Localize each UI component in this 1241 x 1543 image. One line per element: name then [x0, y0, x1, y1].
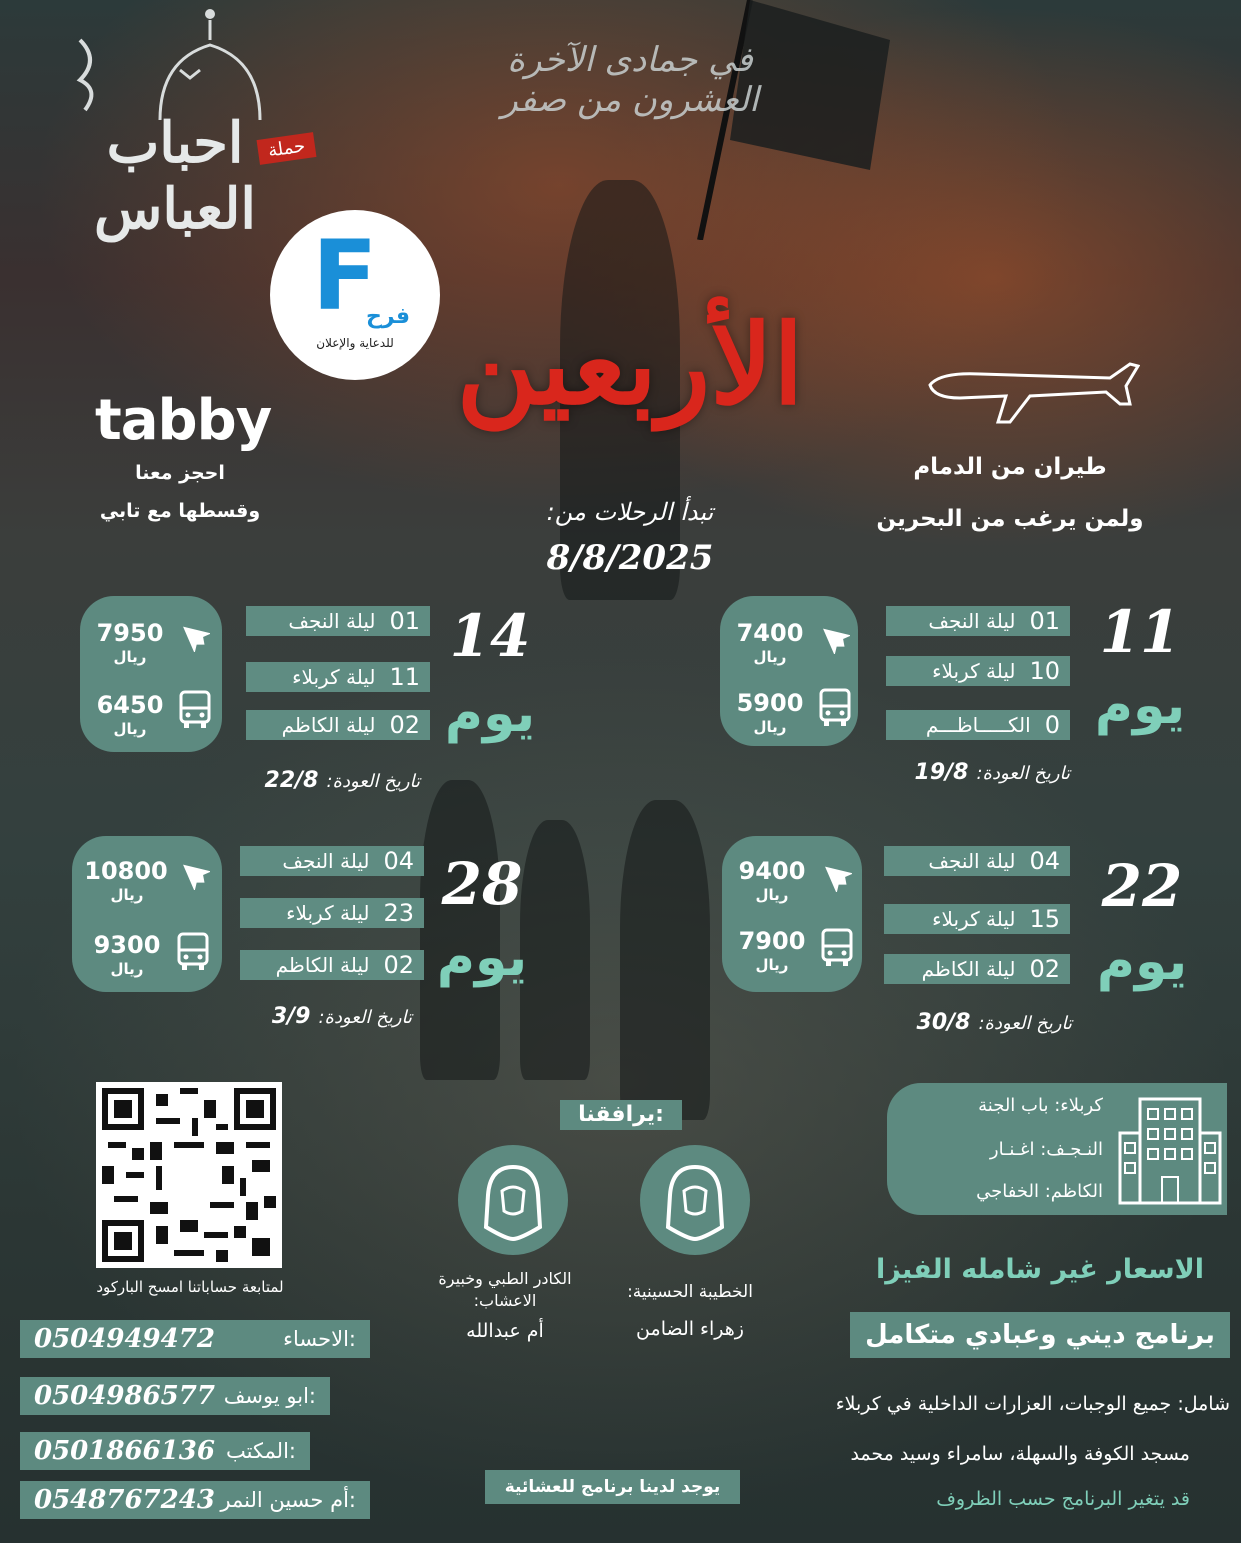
hotels-box: [887, 1083, 1227, 1215]
woman-hijab-icon: [640, 1145, 750, 1255]
contact-label: الاحساء:: [283, 1327, 356, 1351]
return-date: [210, 768, 420, 793]
program-banner: برنامج ديني وعبادي متكامل: [850, 1312, 1230, 1358]
companion-name: زهراء الضامن: [636, 1318, 744, 1340]
bus-icon: [176, 932, 210, 972]
companions-title: يرافقنا:: [560, 1100, 682, 1130]
bus-icon: [818, 688, 852, 728]
return-label: تاريخ العودة:: [976, 763, 1070, 784]
nights-count: 15: [1029, 905, 1060, 933]
woman-hijab-icon: [458, 1145, 568, 1255]
package-card: [722, 836, 1192, 1046]
currency-label: ريال: [753, 648, 787, 666]
contact-phone: 0504986577: [34, 1381, 215, 1411]
nights-row: [884, 954, 1070, 984]
nights-label: ليلة كربلاء: [932, 659, 1016, 683]
return-value: 3/9: [271, 1004, 311, 1029]
nights-label: ليلة كربلاء: [932, 907, 1016, 931]
includes-line2: مسجد الكوفة والسهلة، سامراء وسيد محمد: [850, 1443, 1190, 1465]
currency-label: ريال: [755, 956, 789, 974]
contact-label: المكتب:: [225, 1439, 296, 1463]
package-day-word: يوم: [1094, 676, 1186, 736]
nights-row: [886, 606, 1070, 636]
flight-line2: ولمن يرغب من البحرين: [876, 506, 1144, 532]
nights-count: 10: [1029, 657, 1060, 685]
tabby-logo: tabby: [95, 388, 272, 453]
qr-caption: لمتابعة حساباتنا امسح الباركود: [96, 1278, 284, 1296]
plane-price: 7950: [96, 619, 164, 647]
package-card: [80, 596, 540, 796]
package-day-word: يوم: [436, 928, 528, 988]
nights-count: 02: [383, 951, 414, 979]
nights-count: 23: [383, 899, 414, 927]
nights-count: 04: [383, 847, 414, 875]
nights-label: الكـــــاظـــم: [925, 713, 1031, 737]
nights-label: ليلة الكاظم: [275, 953, 370, 977]
nights-row: [246, 662, 430, 692]
plane-price: 7400: [736, 619, 804, 647]
top-calligraphy: في جمادى الآخرة العشرون من صفر: [501, 40, 759, 120]
avatar: [640, 1145, 750, 1255]
contact-phone: 0548767243: [34, 1485, 215, 1515]
hotel-city: الكاظم:: [1044, 1181, 1103, 1202]
nights-row: [240, 846, 424, 876]
return-label: تاريخ العودة:: [978, 1013, 1072, 1034]
price-panel: [722, 836, 862, 992]
nights-count: 11: [389, 663, 420, 691]
currency-label: ريال: [110, 886, 144, 904]
nights-row: [246, 606, 430, 636]
hotel-city: النـجـف:: [1040, 1139, 1103, 1160]
qr-pattern-icon: [102, 1088, 276, 1262]
tabby-line1: احجز معنا: [135, 462, 225, 484]
campaign-name: احباب العباس: [94, 110, 256, 242]
contact-row[interactable]: [20, 1481, 370, 1519]
return-label: تاريخ العودة:: [326, 771, 420, 792]
avatar: [458, 1145, 568, 1255]
start-label: تبدأ الرحلات من:: [546, 498, 714, 526]
companion-name: أم عبدالله: [466, 1320, 544, 1342]
sponsor-logo-letter: F: [312, 220, 378, 332]
nights-label: ليلة النجف: [928, 849, 1016, 873]
sponsor-logo-tagline: للدعاية والإعلان: [316, 336, 394, 350]
nights-count: 02: [1029, 955, 1060, 983]
sponsor-logo: [270, 210, 440, 380]
bus-price: 6450: [96, 691, 164, 719]
flight-line1: طيران من الدمام: [913, 454, 1107, 480]
start-date: 8/8/2025: [546, 538, 714, 578]
return-value: 19/8: [914, 760, 969, 785]
package-card: [72, 836, 542, 1036]
tabby-line2: وقسطها مع تابي: [99, 500, 261, 522]
visa-note: الاسعار غير شامله الفيزا: [876, 1254, 1204, 1285]
nights-row: [884, 904, 1070, 934]
plane-icon: [818, 858, 852, 892]
bus-icon: [178, 690, 212, 730]
nights-row: [884, 846, 1070, 876]
nights-label: ليلة النجف: [928, 609, 1016, 633]
plane-icon: [176, 856, 210, 890]
hotel-building-icon: [1115, 1093, 1225, 1208]
contact-label: ابو يوسف:: [223, 1384, 316, 1408]
evening-program: يوجد لدينا برنامج للعشائية: [485, 1470, 740, 1504]
nights-label: ليلة النجف: [282, 849, 370, 873]
package-card: [720, 596, 1190, 796]
nights-row: [886, 710, 1070, 740]
nights-count: 04: [1029, 847, 1060, 875]
plane-price: 9400: [738, 857, 806, 885]
return-value: 22/8: [264, 768, 319, 793]
nights-row: [240, 898, 424, 928]
bus-price: 5900: [736, 689, 804, 717]
package-days: 22: [1101, 852, 1183, 920]
price-panel: [80, 596, 222, 752]
hotel-name: الخفاجي: [976, 1181, 1039, 1202]
nights-label: ليلة النجف: [288, 609, 376, 633]
package-day-word: يوم: [1096, 932, 1188, 992]
hotel-name: باب الجنة: [978, 1095, 1049, 1116]
contact-phone: 0504949472: [34, 1324, 215, 1354]
contact-row[interactable]: [20, 1320, 370, 1358]
plane-icon: [176, 618, 210, 652]
price-panel: [720, 596, 858, 746]
package-days: 11: [1099, 598, 1181, 666]
nights-count: 0: [1044, 711, 1060, 739]
plane-icon: [816, 620, 850, 654]
flag-icon: [690, 0, 910, 240]
currency-label: ريال: [110, 960, 144, 978]
includes-line1: شامل: جميع الوجبات، العزارات الداخلية في كربلاء: [835, 1393, 1230, 1415]
package-day-word: يوم: [444, 684, 536, 744]
hotel-name: اغـنـار: [989, 1139, 1035, 1160]
nights-count: 01: [1029, 607, 1060, 635]
airplane-icon: [920, 360, 1140, 430]
price-panel: [72, 836, 222, 992]
nights-label: ليلة الكاظم: [281, 713, 376, 737]
nights-label: ليلة كربلاء: [286, 901, 370, 925]
campaign-prefix-badge: حملة: [257, 132, 317, 165]
contact-label: أم حسين النمر:: [220, 1488, 356, 1512]
currency-label: ريال: [753, 718, 787, 736]
currency-label: ريال: [113, 720, 147, 738]
package-days: 28: [441, 850, 523, 918]
nights-count: 02: [389, 711, 420, 739]
bus-icon: [820, 928, 854, 968]
return-date: [202, 1004, 412, 1029]
nights-count: 01: [389, 607, 420, 635]
return-label: تاريخ العودة:: [318, 1007, 412, 1028]
crowd-silhouette: [620, 800, 710, 1120]
sponsor-logo-name: فرح: [366, 304, 410, 329]
companion-role: الخطيبة الحسينية:: [627, 1282, 753, 1302]
return-date: [862, 1010, 1072, 1035]
bus-price: 7900: [738, 927, 806, 955]
main-title: الأربعين: [456, 300, 804, 429]
bus-price: 9300: [93, 931, 161, 959]
hotel-row: [903, 1139, 1103, 1160]
qr-code[interactable]: [96, 1082, 282, 1268]
nights-label: ليلة الكاظم: [921, 957, 1016, 981]
return-date: [870, 760, 1070, 785]
return-value: 30/8: [916, 1010, 971, 1035]
contact-phone: 0501866136: [34, 1436, 215, 1466]
includes-note: قد يتغير البرنامج حسب الظروف: [936, 1488, 1190, 1510]
companion-role: الكادر الطبي وخبيرة الاعشاب:: [438, 1269, 572, 1310]
nights-row: [240, 950, 424, 980]
contact-row[interactable]: [20, 1377, 330, 1415]
hotel-city: كربلاء:: [1054, 1095, 1103, 1116]
hotel-row: [903, 1181, 1103, 1202]
plane-price: 10800: [84, 857, 168, 885]
hotel-row: [903, 1095, 1103, 1116]
package-days: 14: [449, 602, 531, 670]
currency-label: ريال: [755, 886, 789, 904]
nights-row: [246, 710, 430, 740]
nights-row: [886, 656, 1070, 686]
contact-row[interactable]: [20, 1432, 310, 1470]
currency-label: ريال: [113, 648, 147, 666]
nights-label: ليلة كربلاء: [292, 665, 376, 689]
